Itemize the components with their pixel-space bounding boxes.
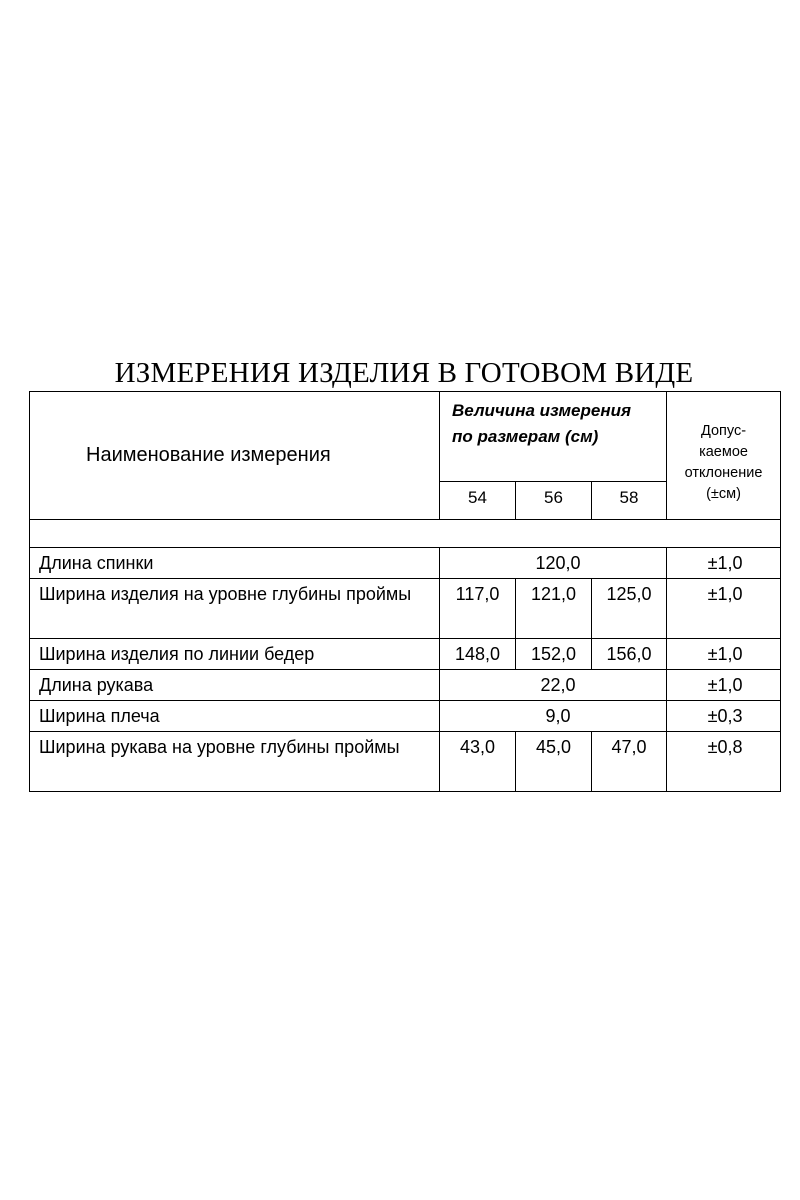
row-name: Ширина плеча xyxy=(30,701,440,732)
row-name: Ширина рукава на уровне глубины проймы xyxy=(30,732,440,792)
row-value-58: 156,0 xyxy=(592,639,667,670)
row-name: Длина спинки xyxy=(30,548,440,579)
header-tolerance-cell xyxy=(667,392,781,520)
row-tolerance: ±1,0 xyxy=(667,579,781,639)
row-tolerance: ±1,0 xyxy=(667,670,781,701)
row-tolerance: ±0,3 xyxy=(667,701,781,732)
row-value-54: 43,0 xyxy=(440,732,516,792)
row-value-all-sizes: 120,0 xyxy=(440,548,667,579)
empty-row xyxy=(30,520,781,548)
table-row xyxy=(30,670,781,701)
page-title: ИЗМЕРЕНИЯ ИЗДЕЛИЯ В ГОТОВОМ ВИДЕ xyxy=(114,357,694,389)
header-group-line1: Величина измерения xyxy=(452,401,632,420)
row-value-54: 148,0 xyxy=(440,639,516,670)
row-value-58: 125,0 xyxy=(592,579,667,639)
row-tolerance: ±0,8 xyxy=(667,732,781,792)
row-value-all-sizes: 9,0 xyxy=(440,701,667,732)
size-56: 56 xyxy=(516,482,592,520)
table-row xyxy=(30,639,781,670)
table-row xyxy=(30,579,781,639)
header-row xyxy=(30,392,781,482)
size-54: 54 xyxy=(440,482,516,520)
header-tolerance-line3: отклонение xyxy=(684,465,763,481)
header-tolerance-line1: Допус- xyxy=(700,423,747,439)
header-name-label: Наименование измерения xyxy=(86,444,331,466)
row-name: Ширина изделия на уровне глубины проймы xyxy=(30,579,440,639)
row-value-58: 47,0 xyxy=(592,732,667,792)
header-size-group xyxy=(440,392,667,482)
table-row xyxy=(30,548,781,579)
size-58: 58 xyxy=(592,482,667,520)
row-value-54: 117,0 xyxy=(440,579,516,639)
header-group-line2: по размерам (см) xyxy=(452,427,599,446)
row-value-56: 152,0 xyxy=(516,639,592,670)
table-row xyxy=(30,701,781,732)
row-name: Длина рукава xyxy=(30,670,440,701)
table-row xyxy=(30,732,781,792)
header-tolerance-line2: каемое xyxy=(699,444,748,460)
row-tolerance: ±1,0 xyxy=(667,639,781,670)
row-value-56: 45,0 xyxy=(516,732,592,792)
row-name: Ширина изделия по линии бедер xyxy=(30,639,440,670)
row-value-all-sizes: 22,0 xyxy=(440,670,667,701)
row-value-56: 121,0 xyxy=(516,579,592,639)
header-name-cell xyxy=(30,392,440,520)
measurements-table xyxy=(29,391,781,792)
header-tolerance-line4: (±см) xyxy=(706,486,741,502)
row-tolerance: ±1,0 xyxy=(667,548,781,579)
empty-row-cell xyxy=(30,520,781,548)
